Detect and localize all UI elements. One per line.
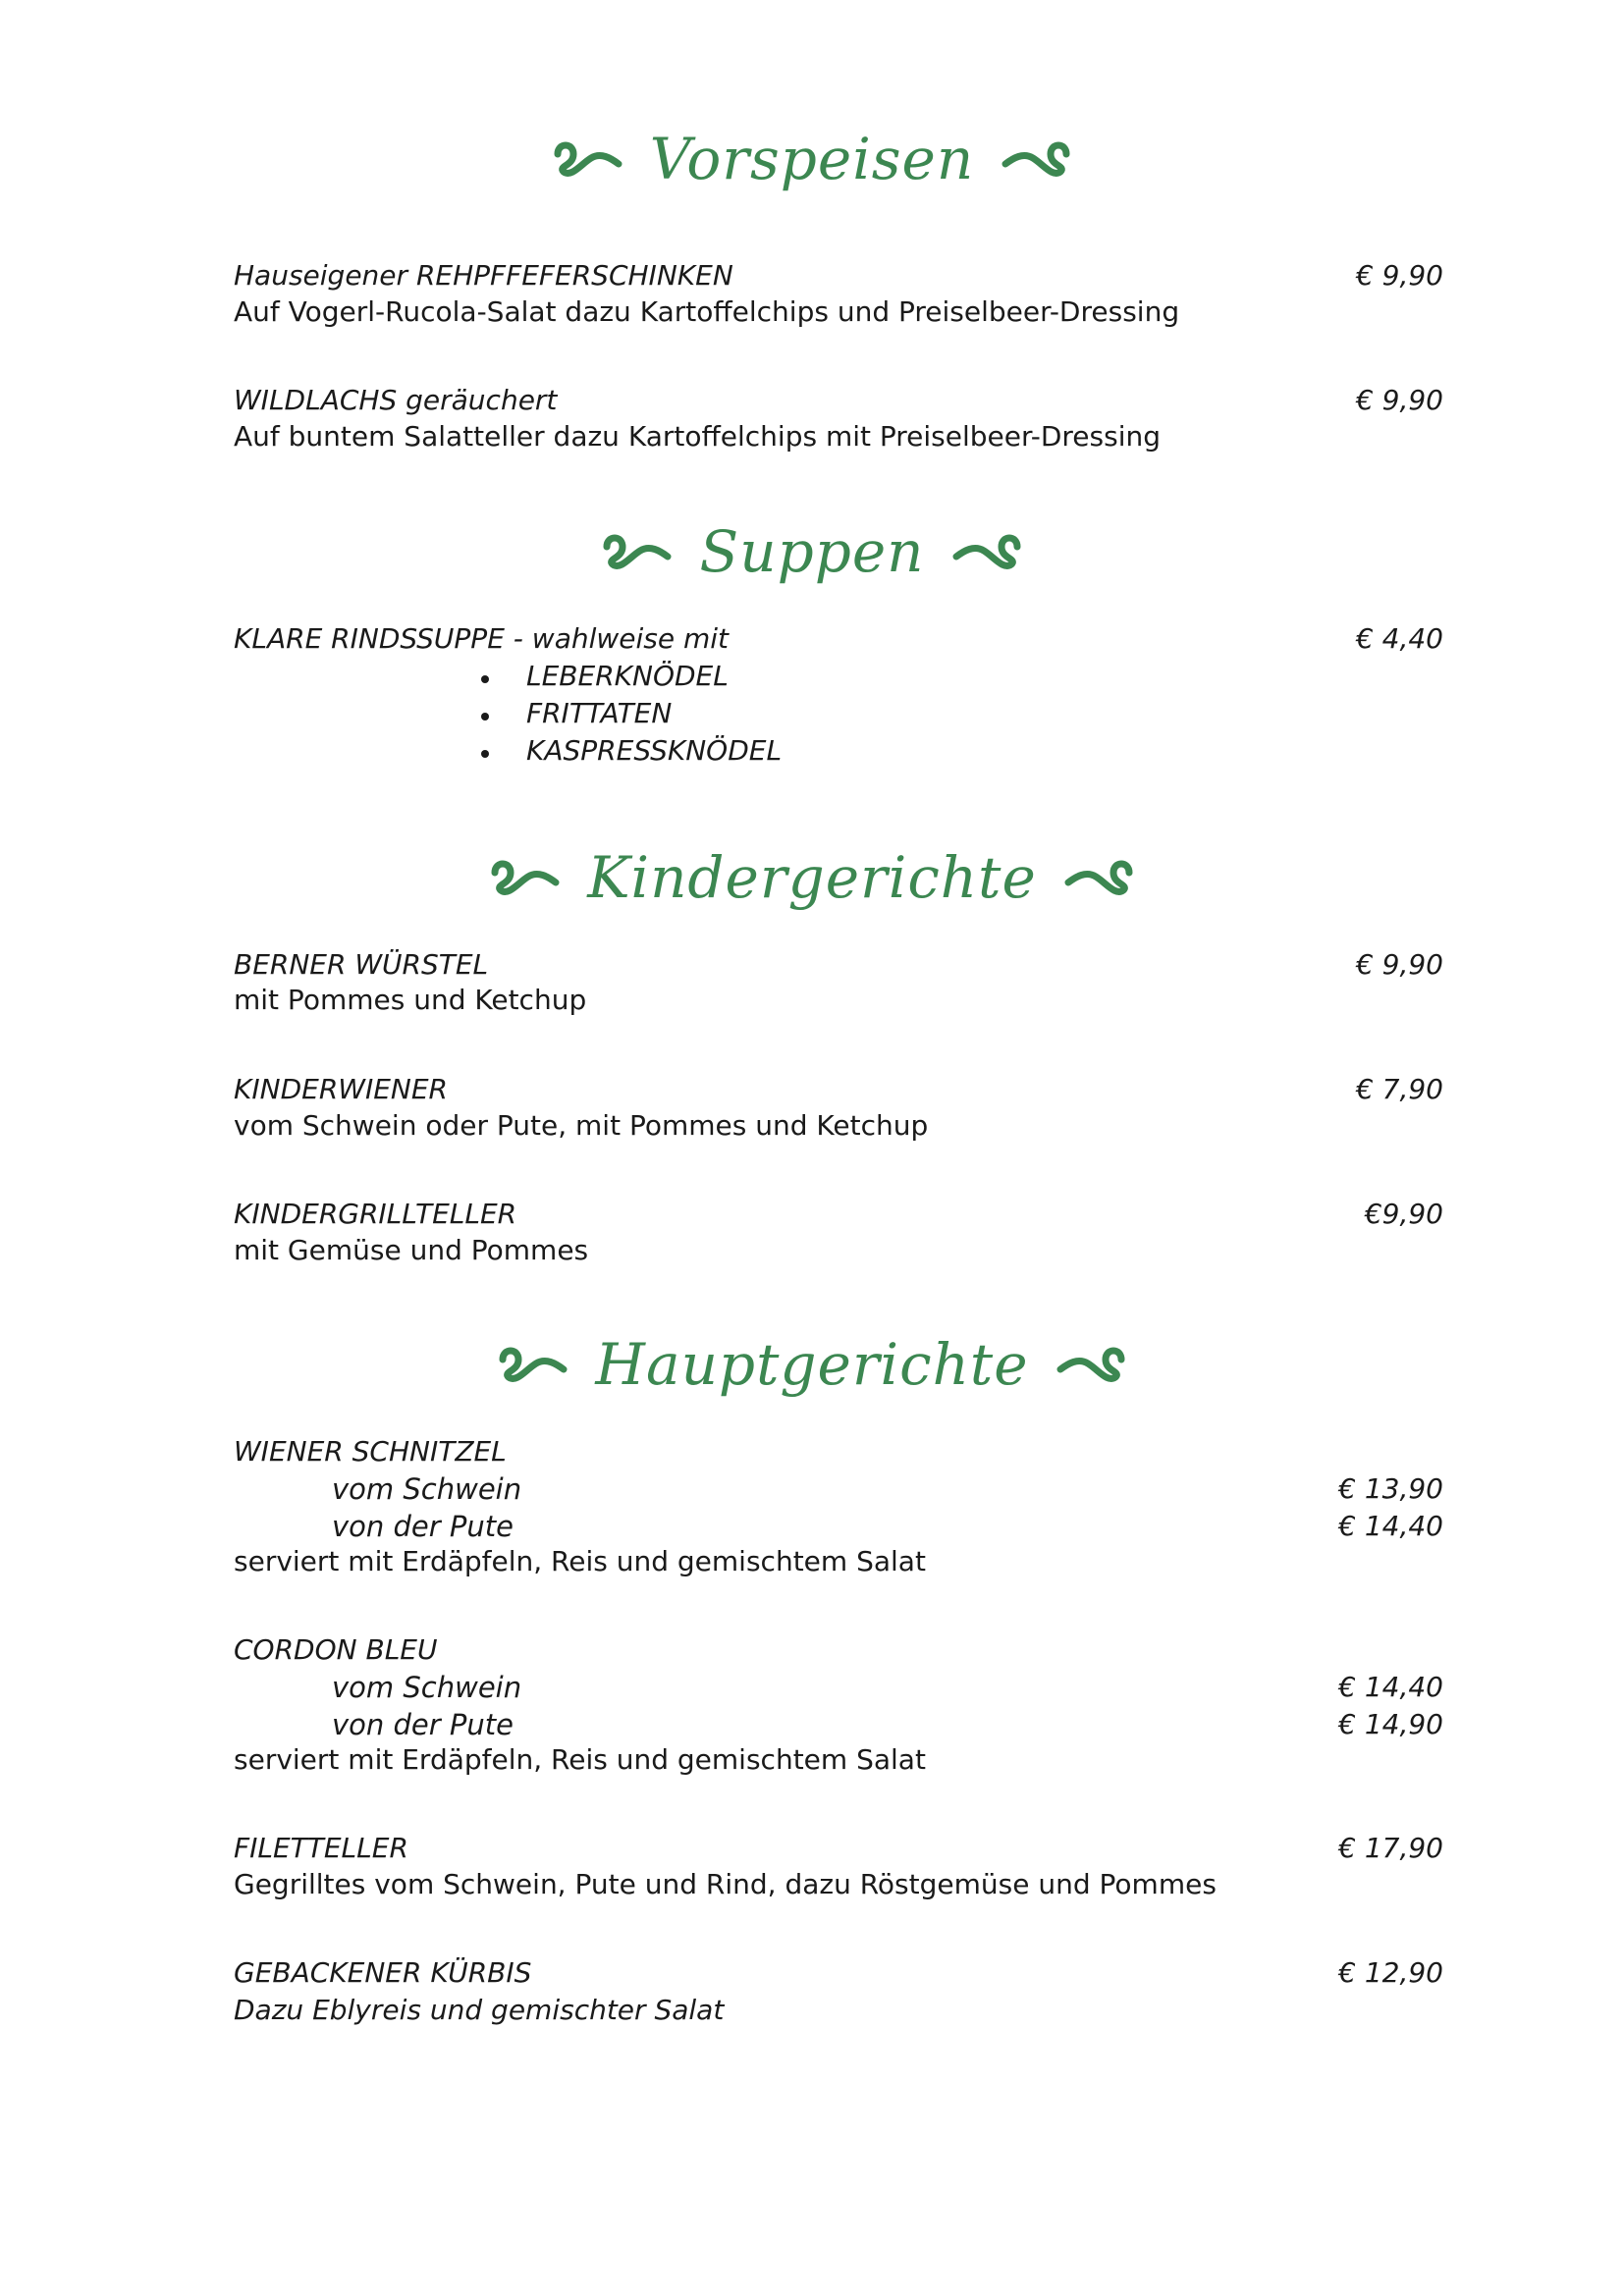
item-variant: vom Schwein [332,1472,522,1506]
item-price: € 12,90 [1338,1956,1443,1989]
item-price: € 17,90 [1338,1832,1443,1864]
item-description: Auf buntem Salatteller dazu Kartoffelchips mit Preiselbeer-Dressing [234,420,1161,453]
flourish-left-icon [552,136,624,182]
item-name: WIENER SCHNITZEL [234,1435,507,1468]
item-name: CORDON BLEU [234,1633,438,1666]
section-header-kindergerichte [0,828,1624,927]
section-title: Kindergerichte [587,844,1037,911]
item-name: KLARE RINDSSUPPE - wahlweise mit [234,622,730,655]
section-title: Hauptgerichte [595,1331,1029,1398]
section-header-suppen [0,503,1624,601]
item-description: Auf Vogerl-Rucola-Salat dazu Kartoffelchips und Preiselbeer-Dressing [234,295,1180,328]
item-price: € 9,90 [1355,948,1443,981]
flourish-right-icon [1062,855,1135,900]
item-name: WILDLACHS geräuchert [234,384,558,416]
item-description: mit Gemüse und Pommes [234,1234,589,1266]
item-variant: von der Pute [332,1510,514,1543]
item-name: KINDERGRILLTELLER [234,1198,517,1230]
soup-option: LEBERKNÖDEL [526,660,729,692]
section-title: Suppen [699,518,925,585]
item-price: € 13,90 [1338,1472,1443,1505]
flourish-right-icon [1000,136,1072,182]
section-header-vorspeisen [0,110,1624,208]
item-price: € 9,90 [1355,259,1443,292]
item-name: FILETTELLER [234,1832,408,1864]
bullet-icon [481,675,489,683]
flourish-right-icon [950,529,1023,574]
item-description: Dazu Eblyreis und gemischter Salat [234,1994,725,2026]
bullet-icon [481,713,489,721]
item-description: mit Pommes und Ketchup [234,984,587,1016]
item-price: € 14,90 [1338,1708,1443,1740]
item-variant: von der Pute [332,1708,514,1741]
item-price: € 14,40 [1338,1671,1443,1703]
flourish-right-icon [1055,1342,1127,1387]
flourish-left-icon [601,529,674,574]
section-header-hauptgerichte [0,1315,1624,1414]
item-name: KINDERWIENER [234,1073,448,1105]
item-name: Hauseigener REHPFFEFERSCHINKEN [234,259,733,292]
item-name: BERNER WÜRSTEL [234,948,489,981]
section-title: Vorspeisen [649,126,975,192]
item-description: serviert mit Erdäpfeln, Reis und gemischtem Salat [234,1545,926,1577]
item-description: Gegrilltes vom Schwein, Pute und Rind, dazu Röstgemüse und Pommes [234,1868,1217,1900]
flourish-left-icon [497,1342,569,1387]
soup-option: FRITTATEN [526,697,673,729]
soup-option: KASPRESSKNÖDEL [526,734,783,767]
item-price: € 4,40 [1355,622,1443,655]
item-description: vom Schwein oder Pute, mit Pommes und Ketchup [234,1109,929,1142]
item-price: € 9,90 [1355,384,1443,416]
item-price: € 7,90 [1355,1073,1443,1105]
item-price: € 14,40 [1338,1510,1443,1542]
bullet-icon [481,750,489,758]
item-variant: vom Schwein [332,1671,522,1704]
flourish-left-icon [489,855,562,900]
item-price: €9,90 [1364,1198,1443,1230]
item-description: serviert mit Erdäpfeln, Reis und gemischtem Salat [234,1743,926,1776]
item-name: GEBACKENER KÜRBIS [234,1956,532,1989]
